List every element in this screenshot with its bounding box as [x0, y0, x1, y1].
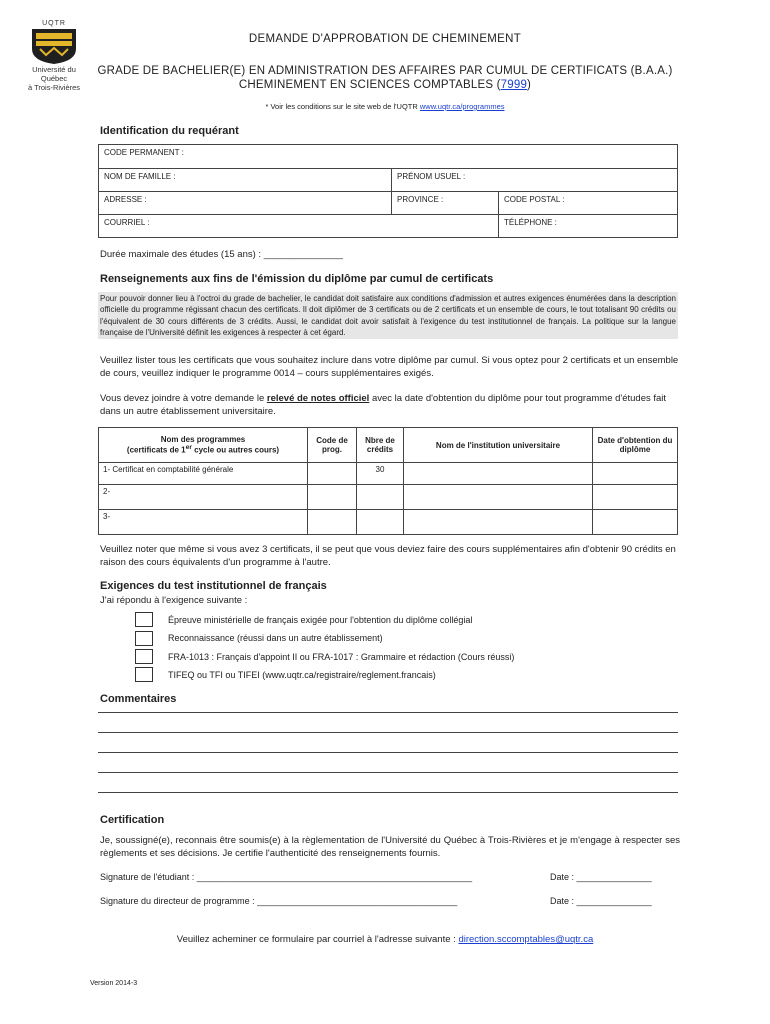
option-fra-label: FRA-1013 : Français d'appoint II ou FRA-1017 : Grammaire et rédaction (Cours réussi) — [168, 652, 515, 662]
version-label: Version 2014-3 — [90, 980, 138, 987]
student-date[interactable]: Date : _______________ — [550, 872, 652, 882]
releve-notes-emphasis: relevé de notes officiel — [266, 393, 370, 404]
lister-certificats-text: Veuillez lister tous les certificats que vous souhaitez inclure dans votre diplôme par cumul. Si vous optez pour 2 certificats et un ensemble de cours, veuillez indiquer le programme 0014 – cours supplémentaires exigés. — [100, 355, 679, 379]
certification-title: Certification — [100, 814, 165, 826]
option-epreuve-checkbox[interactable] — [135, 612, 153, 627]
send-text: Veuillez acheminer ce formulaire par courriel à l'adresse suivante : — [176, 934, 459, 945]
programs-header-row — [99, 428, 678, 463]
program-code-cell[interactable] — [308, 463, 357, 485]
logo-name-line1: Université du Québec — [32, 65, 76, 83]
conditions-block: Pour pouvoir donner lieu à l'octroi du grade de bachelier, le candidat doit satisfaire aux conditions d'admission et autres exigences énumérées dans la description officielle du programme régissant chacun des certificats. Il doit diplômer de 3 certificats ou de 2 certificats et un ensemble de cours, le tout totalisant 90 crédits ou l'équivalent de 30 cours différents de 3 crédits. Aussi, le candidat doit avoir satisfait à l'exigence du test institutionnel de français. La politique sur la langue française de l'Université définit les exigences à respecter à cet égard. — [98, 292, 678, 339]
province-field[interactable]: PROVINCE : — [392, 192, 499, 215]
program-credits-cell[interactable]: 30 — [357, 463, 404, 485]
comment-line[interactable] — [98, 792, 678, 793]
director-date[interactable]: Date : _______________ — [550, 896, 652, 906]
grade-line2-suffix: ) — [527, 79, 532, 91]
option-reconnaissance-checkbox[interactable] — [135, 631, 153, 646]
prenom-field[interactable]: PRÉNOM USUEL : — [392, 169, 678, 192]
certification-text: Je, soussigné(e), reconnais être soumis(e) à la règlementation de l'Université du Québec à Trois-Rivières et je m'engage à respecter ses règlements et ses décisions. Je certifie l'authenticité des renseignements fournis. — [100, 835, 680, 859]
program-institution-cell[interactable] — [404, 485, 593, 510]
student-signature[interactable]: Signature de l'étudiant : _______________________________________________________ — [100, 872, 473, 882]
identification-title: Identification du requérant — [100, 125, 239, 137]
col-program-name-line1: Nom des programmes — [160, 435, 246, 445]
courriel-field[interactable]: COURRIEL : — [99, 215, 499, 238]
comment-line[interactable] — [98, 732, 678, 733]
programmes-link[interactable]: www.uqtr.ca/programmes — [419, 102, 505, 111]
renseignements-title: Renseignements aux fins de l'émission du diplôme par cumul de certificats — [100, 273, 494, 285]
releve-notes-text — [100, 392, 680, 418]
col-program-name-line2 — [103, 444, 303, 455]
nom-famille-field[interactable]: NOM DE FAMILLE : — [99, 169, 392, 192]
program-institution-cell[interactable] — [404, 463, 593, 485]
option-fra-checkbox[interactable] — [135, 649, 153, 664]
option-tifeq-label: TIFEQ ou TFI ou TIFEI (www.uqtr.ca/registraire/reglement.francais) — [168, 670, 436, 680]
grade-line2-prefix: CHEMINEMENT EN SCIENCES COMPTABLES ( — [238, 79, 501, 91]
comment-line[interactable] — [98, 772, 678, 773]
releve-suffix: avec la date d'obtention du diplôme pour tout programme d'études fait dans un autre établissement universitaire. — [100, 393, 667, 417]
program-name-cell[interactable]: 2- — [99, 485, 308, 510]
logo-acronym: UQTR — [42, 20, 66, 27]
adresse-field[interactable]: ADRESSE : — [99, 192, 392, 215]
program-institution-cell[interactable] — [404, 510, 593, 535]
francais-intro: J'ai répondu à l'exigence suivante : — [100, 595, 248, 606]
col-name-sup: er — [185, 444, 192, 452]
table-row — [99, 510, 678, 535]
grade-title — [0, 64, 770, 92]
program-date-cell[interactable] — [593, 485, 678, 510]
program-code-link[interactable]: 7999 — [500, 79, 528, 91]
table-row — [99, 463, 678, 485]
program-name-cell[interactable]: 1- Certificat en comptabilité générale — [99, 463, 308, 485]
code-permanent-field[interactable]: CODE PERMANENT : — [99, 145, 678, 169]
form-title: DEMANDE D'APPROBATION DE CHEMINEMENT — [248, 33, 522, 45]
comment-line[interactable] — [98, 752, 678, 753]
telephone-field[interactable]: TÉLÉPHONE : — [499, 215, 678, 238]
program-credits-cell[interactable] — [357, 485, 404, 510]
program-date-cell[interactable] — [593, 463, 678, 485]
email-link[interactable]: direction.sccomptables@uqtr.ca — [458, 934, 594, 945]
duree-maximale[interactable]: Durée maximale des études (15 ans) : _______________ — [100, 249, 343, 260]
table-row — [99, 485, 678, 510]
program-credits-cell[interactable] — [357, 510, 404, 535]
conditions-note — [0, 102, 770, 111]
col-date: Date d'obtention du diplôme — [593, 428, 678, 463]
commentaires-title: Commentaires — [100, 693, 177, 705]
programs-table — [98, 427, 678, 535]
program-date-cell[interactable] — [593, 510, 678, 535]
col-name-suffix: cycle ou autres cours) — [191, 445, 280, 455]
grade-line1: GRADE DE BACHELIER(E) EN ADMINISTRATION DES AFFAIRES PAR CUMUL DE CERTIFICATS (B.A.A.) — [97, 65, 673, 77]
releve-prefix: Vous devez joindre à votre demande le — [100, 393, 267, 404]
col-institution: Nom de l'institution universitaire — [404, 428, 593, 463]
program-name-cell[interactable]: 3- — [99, 510, 308, 535]
program-code-cell[interactable] — [308, 510, 357, 535]
col-credits: Nbre de crédits — [357, 428, 404, 463]
supplementaires-note: Veuillez noter que même si vous avez 3 certificats, il se peut que vous deviez faire des cours supplémentaires afin d'obtenir 90 crédits en raison des cours équivalents d'un programme à l'autre. — [100, 544, 676, 568]
comment-line[interactable] — [98, 712, 678, 713]
identification-table — [98, 144, 678, 238]
logo-name-line2: à Trois-Rivières — [27, 83, 81, 92]
conditions-note-text: * Voir les conditions sur le site web de l'UQTR — [265, 102, 420, 111]
grade-line2 — [0, 78, 770, 92]
col-program-name — [99, 428, 308, 463]
col-name-prefix: (certificats de 1 — [126, 445, 186, 455]
francais-title: Exigences du test institutionnel de français — [100, 580, 327, 592]
option-epreuve-label: Épreuve ministérielle de français exigée pour l'obtention du diplôme collégial — [168, 615, 473, 625]
option-reconnaissance-label: Reconnaissance (réussi dans un autre établissement) — [168, 633, 383, 643]
director-signature[interactable]: Signature du directeur de programme : ________________________________________ — [100, 896, 458, 906]
send-instructions — [0, 933, 770, 946]
program-code-cell[interactable] — [308, 485, 357, 510]
col-code: Code de prog. — [308, 428, 357, 463]
code-postal-field[interactable]: CODE POSTAL : — [499, 192, 678, 215]
option-tifeq-checkbox[interactable] — [135, 667, 153, 682]
